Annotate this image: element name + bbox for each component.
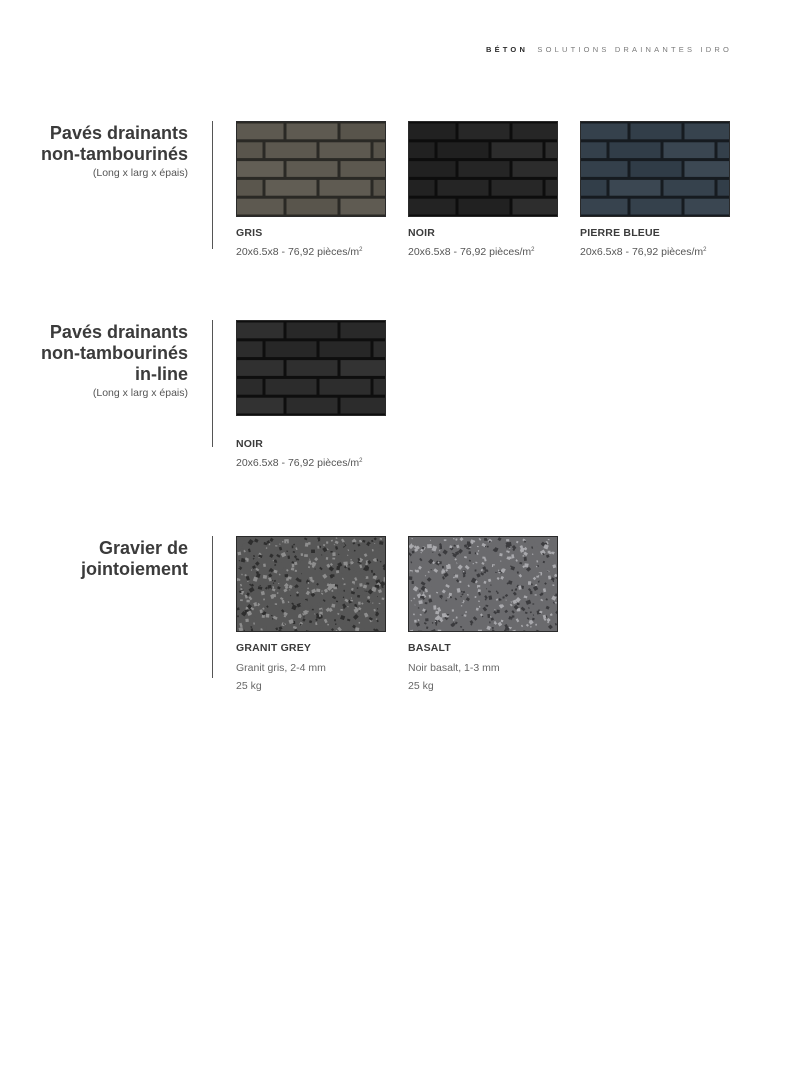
product-spec: 20x6.5x8 - 76,92 pièces/$m^2$	[408, 246, 535, 258]
product-spec: 20x6.5x8 - 76,92 pièces/$m^2$	[236, 457, 363, 469]
header-brand: BÉTON	[485, 45, 529, 54]
product-swatch-image	[236, 536, 386, 632]
product-card	[236, 320, 386, 470]
product-name: NOIR	[408, 227, 436, 239]
product-swatch-image	[580, 121, 730, 217]
section-title-line: Pavés drainants	[49, 322, 188, 342]
product-swatch-image	[236, 121, 386, 217]
product-card	[408, 536, 558, 695]
section-title	[0, 322, 188, 400]
product-card	[236, 536, 386, 695]
product-spec: 20x6.5x8 - 76,92 pièces/$m^2$	[236, 246, 363, 258]
product-weight: 25 kg	[408, 680, 434, 692]
section-title-line: Pavés drainants	[49, 123, 188, 143]
section-title-line: non-tambourinés	[41, 144, 188, 164]
section-divider	[212, 121, 213, 249]
section-divider	[212, 320, 213, 447]
texture-graphic	[409, 122, 557, 216]
texture-graphic	[237, 122, 385, 216]
product-description: Granit gris, 2-4 mm	[236, 662, 326, 674]
texture-graphic	[237, 321, 385, 415]
product-spec: 20x6.5x8 - 76,92 pièces/$m^2$	[580, 246, 707, 258]
product-name: GRANIT GREY	[236, 642, 312, 654]
product-card	[408, 121, 558, 259]
product-swatch-image	[408, 536, 558, 632]
header-title: SOLUTIONS DRAINANTES IDRO	[537, 45, 732, 54]
product-name: PIERRE BLEUE	[580, 227, 660, 239]
page-header	[486, 45, 732, 54]
texture-graphic	[237, 537, 385, 631]
section-title-line: non-tambourinés	[41, 343, 188, 363]
product-name: GRIS	[236, 227, 263, 239]
section-subtitle: (Long x larg x épais)	[92, 167, 188, 179]
texture-graphic	[409, 537, 557, 631]
product-swatch-image	[408, 121, 558, 217]
section-title	[0, 538, 188, 580]
section-divider	[212, 536, 213, 678]
section-title-line: in-line	[135, 364, 188, 384]
product-name: NOIR	[236, 438, 264, 450]
section-subtitle: (Long x larg x épais)	[92, 387, 188, 399]
product-name: BASALT	[408, 642, 452, 654]
texture-graphic	[581, 122, 729, 216]
product-description: Noir basalt, 1-3 mm	[408, 662, 500, 674]
section-title	[0, 123, 188, 180]
product-weight: 25 kg	[236, 680, 262, 692]
product-card	[236, 121, 386, 259]
product-card	[580, 121, 730, 259]
section-title-line: Gravier de	[98, 538, 188, 558]
product-swatch-image	[236, 320, 386, 416]
section-title-line: jointoiement	[81, 559, 188, 579]
